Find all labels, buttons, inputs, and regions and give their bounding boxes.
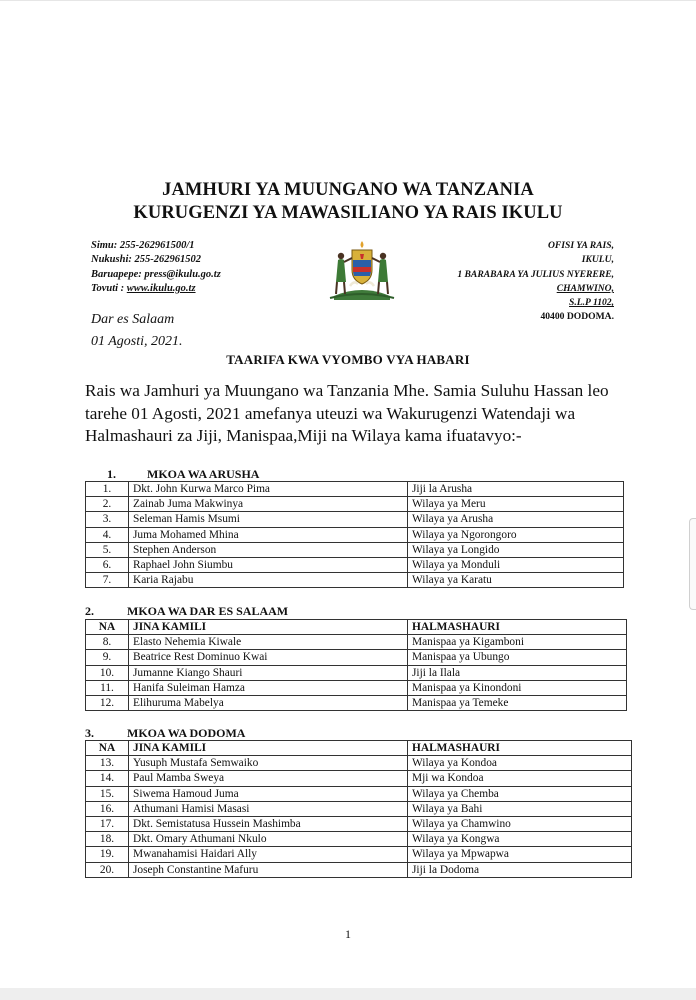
row-council: Mji wa Kondoa [408,771,632,786]
header-name: JINA KAMILI [129,620,408,635]
table-row [86,573,624,588]
intro-paragraph: Rais wa Jamhuri ya Muungano wa Tanzania Mhe. Samia Suluhu Hassan leo tarehe 01 Agosti, 2021 amefanya uteuzi wa Wakurugenzi Watendaji wa Halmashauri za Jiji, Manispaa,Miji na Wilaya kama ifuatavyo:- [85,381,609,445]
row-number: 15. [86,786,129,801]
table-row [86,756,632,771]
row-number: 10. [86,665,129,680]
row-number: 8. [86,635,129,650]
row-name: Dkt. Omary Athumani Nkulo [129,832,408,847]
row-number: 12. [86,695,129,710]
row-council: Wilaya ya Chemba [408,786,632,801]
row-council: Jiji la Ilala [408,665,627,680]
tanzania-coat-of-arms-icon [324,236,400,302]
row-name: Beatrice Rest Dominuo Kwai [129,650,408,665]
row-council: Wilaya ya Longido [408,542,624,557]
row-council: Jiji la Dodoma [408,862,632,877]
row-council: Wilaya ya Kongwa [408,832,632,847]
date-place: Dar es Salaam [91,312,175,327]
row-number: 4. [86,527,129,542]
row-number: 17. [86,816,129,831]
table-header-row [86,620,627,635]
row-council: Wilaya ya Mpwapwa [408,847,632,862]
section-heading-dodoma [85,726,246,741]
section-name: MKOA WA ARUSHA [147,467,260,481]
header-number: NA [86,620,129,635]
website-line [91,282,221,296]
header-number: NA [86,741,129,756]
row-name: Jumanne Kiango Shauri [129,665,408,680]
row-name: Seleman Hamis Msumi [129,512,408,527]
row-council: Wilaya ya Meru [408,497,624,512]
email-line [91,268,221,282]
section-heading-dar-es-salaam [85,604,289,619]
address-line: OFISI YA RAIS, [547,240,614,251]
row-number: 18. [86,832,129,847]
row-council: Wilaya ya Bahi [408,801,632,816]
table-row [86,527,624,542]
row-name: Hanifa Suleiman Hamza [129,680,408,695]
section-number: 2. [85,604,94,618]
table-row [86,786,632,801]
email-label: Baruapepe: [91,268,145,280]
email-address: press@ikulu.go.tz [144,268,221,280]
row-number: 16. [86,801,129,816]
header-council: HALMASHAURI [408,741,632,756]
row-name: Juma Mohamed Mhina [129,527,408,542]
section-name: MKOA WA DODOMA [127,726,246,740]
page-top-edge [0,0,696,1]
row-council: Manispaa ya Kigamboni [408,635,627,650]
address-line: S.L.P 1102, [569,297,614,309]
address-line: 40400 DODOMA. [540,311,614,323]
row-council: Wilaya ya Kondoa [408,756,632,771]
table-row [86,542,624,557]
phone-number: Simu: 255-262961500/1 [91,240,195,251]
row-council: Wilaya ya Arusha [408,512,624,527]
contact-block [91,239,221,296]
section-heading-arusha [107,467,260,482]
row-number: 5. [86,542,129,557]
row-name: Siwema Hamoud Juma [129,786,408,801]
section-name: MKOA WA DAR ES SALAAM [127,604,289,618]
address-line: CHAMWINO, [556,282,614,294]
row-number: 9. [86,650,129,665]
table-row [86,482,624,497]
document-title-line2: KURUGENZI YA MAWASILIANO YA RAIS IKULU [133,203,563,223]
row-name: Yusuph Mustafa Semwaiko [129,756,408,771]
document-title-line1: JAMHURI YA MUUNGANO WA TANZANIA [162,180,534,200]
row-name: Dkt. Semistatusa Hussein Mashimba [129,816,408,831]
section-number: 3. [85,726,94,740]
table-row [86,801,632,816]
table-row [86,771,632,786]
row-number: 2. [86,497,129,512]
row-council: Manispaa ya Temeke [408,695,627,710]
row-number: 19. [86,847,129,862]
address-line: IKULU, [581,254,614,266]
subject-heading: TAARIFA KWA VYOMBO VYA HABARI [226,352,470,367]
row-name: Mwanahamisi Haidari Ally [129,847,408,862]
table-row [86,557,624,572]
website-link[interactable]: www.ikulu.go.tz [126,282,196,294]
row-number: 7. [86,573,129,588]
table-row [86,650,627,665]
row-name: Joseph Constantine Mafuru [129,862,408,877]
row-council: Manispaa ya Kinondoni [408,680,627,695]
row-number: 13. [86,756,129,771]
row-name: Stephen Anderson [129,542,408,557]
row-name: Dkt. John Kurwa Marco Pima [129,482,408,497]
table-row [86,816,632,831]
table-row [86,862,632,877]
table-row [86,665,627,680]
row-number: 20. [86,862,129,877]
row-council: Wilaya ya Monduli [408,557,624,572]
table-arusha [85,481,624,588]
table-header-row [86,741,632,756]
row-name: Athumani Hamisi Masasi [129,801,408,816]
table-row [86,512,624,527]
website-label: Tovuti : [91,282,127,294]
row-name: Karia Rajabu [129,573,408,588]
viewer-bottom-bar [0,988,696,1000]
row-name: Elihuruma Mabelya [129,695,408,710]
table-row [86,680,627,695]
row-council: Wilaya ya Karatu [408,573,624,588]
table-dar-es-salaam [85,619,627,711]
row-number: 11. [86,680,129,695]
fax-number: Nukushi: 255-262961502 [91,254,201,266]
row-name: Paul Mamba Sweya [129,771,408,786]
table-row [86,497,624,512]
row-council: Wilaya ya Ngorongoro [408,527,624,542]
row-number: 6. [86,557,129,572]
table-row [86,635,627,650]
row-name: Zainab Juma Makwinya [129,497,408,512]
row-number: 3. [86,512,129,527]
table-row [86,847,632,862]
scroll-handle[interactable] [689,518,696,610]
section-number: 1. [107,467,116,481]
row-council: Jiji la Arusha [408,482,624,497]
address-line: 1 BARABARA YA JULIUS NYERERE, [457,268,614,280]
row-council: Manispaa ya Ubungo [408,650,627,665]
address-block [430,239,614,325]
header-council: HALMASHAURI [408,620,627,635]
row-name: Elasto Nehemia Kiwale [129,635,408,650]
row-council: Wilaya ya Chamwino [408,816,632,831]
table-dodoma [85,740,632,878]
table-row [86,695,627,710]
row-number: 1. [86,482,129,497]
date-day: 01 Agosti, 2021. [91,334,183,349]
row-name: Raphael John Siumbu [129,557,408,572]
page-number: 1 [345,927,351,941]
header-name: JINA KAMILI [129,741,408,756]
table-row [86,832,632,847]
row-number: 14. [86,771,129,786]
